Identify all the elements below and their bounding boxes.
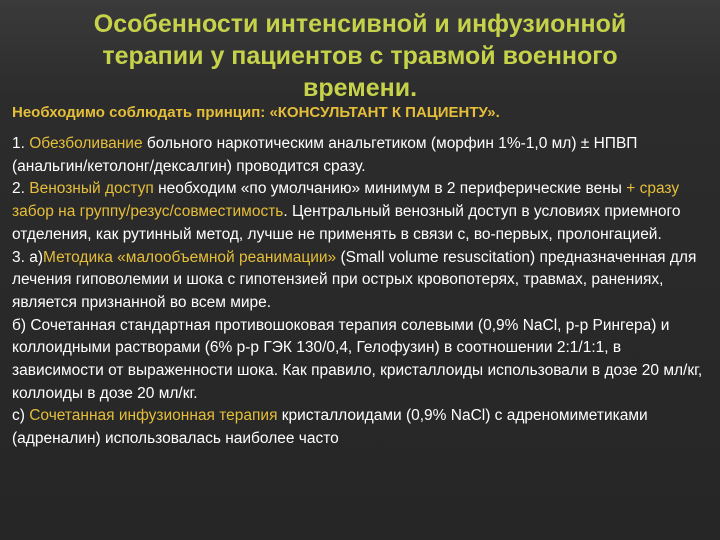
item-1-number: 1. xyxy=(12,135,30,152)
item-3c-highlight: Сочетанная инфузионная терапия xyxy=(29,407,278,425)
item-2-highlight-2: + сразу забор на группу/резус/совместимость xyxy=(12,180,680,221)
item-2-highlight-1: Венозный доступ xyxy=(29,180,154,198)
item-2-text-1: необходим «по умолчанию» минимум в 2 периферические вены xyxy=(153,180,627,198)
item-1 xyxy=(12,133,712,178)
item-2 xyxy=(12,178,712,246)
item-3a-number: 3. а) xyxy=(12,248,44,266)
item-3b xyxy=(12,315,712,406)
title-line-3: времени. xyxy=(302,74,418,102)
title-line-1: Особенности интенсивной и инфузионной xyxy=(93,10,627,38)
item-3c-number: с) xyxy=(12,407,30,425)
item-3c-text: кристаллоидами (0,9% NaCl) с адреномиметиками (адреналин) использовалась наиболее часто xyxy=(12,407,648,448)
principle-statement: Необходимо соблюдать принцип: «КОНСУЛЬТАНТ К ПАЦИЕНТУ». xyxy=(12,104,500,121)
slide-title xyxy=(20,8,700,104)
item-1-highlight: Обезболивание xyxy=(29,135,143,152)
slide-body xyxy=(12,133,712,451)
item-2-text-2: . Центральный венозный доступ в условиях приемного отделения, как рутинный метод, лучше не применять в связи с, во-первых, пролонгацией. xyxy=(12,203,681,243)
item-2-number: 2. xyxy=(12,180,30,198)
item-3a xyxy=(12,247,712,315)
item-3a-text: (Small volume resuscitation) предназначенная для лечения гиповолемии и шока с гипотензией при острых кровопотерях, травмах, ранениях, является признанной во всем мире. xyxy=(12,248,697,311)
item-3c xyxy=(12,405,712,450)
item-1-text: больного наркотическим анальгетиком (морфин 1%-1,0 мл) ± НПВП (анальгин/кетолонг/дексалгин) проводится сразу. xyxy=(12,135,638,175)
item-3b-text: Сочетанная стандартная противошоковая терапия солевыми (0,9% NaCl, р-р Рингера) и коллоидными растворами (6% р-р ГЭК 130/0,4, Гелофузин) в соотношении 2:1/1:1, в зависимости от выраженности шока. Как правило, кристаллоиды использовали в дозе 20 мл/кг, коллоиды в дозе 20 мл/кг. xyxy=(12,316,703,402)
item-3b-number: б) xyxy=(12,316,31,334)
title-line-2: терапии у пациентов с травмой военного xyxy=(102,42,618,70)
item-3a-highlight: Методика «малообъемной реанимации» xyxy=(43,248,337,266)
